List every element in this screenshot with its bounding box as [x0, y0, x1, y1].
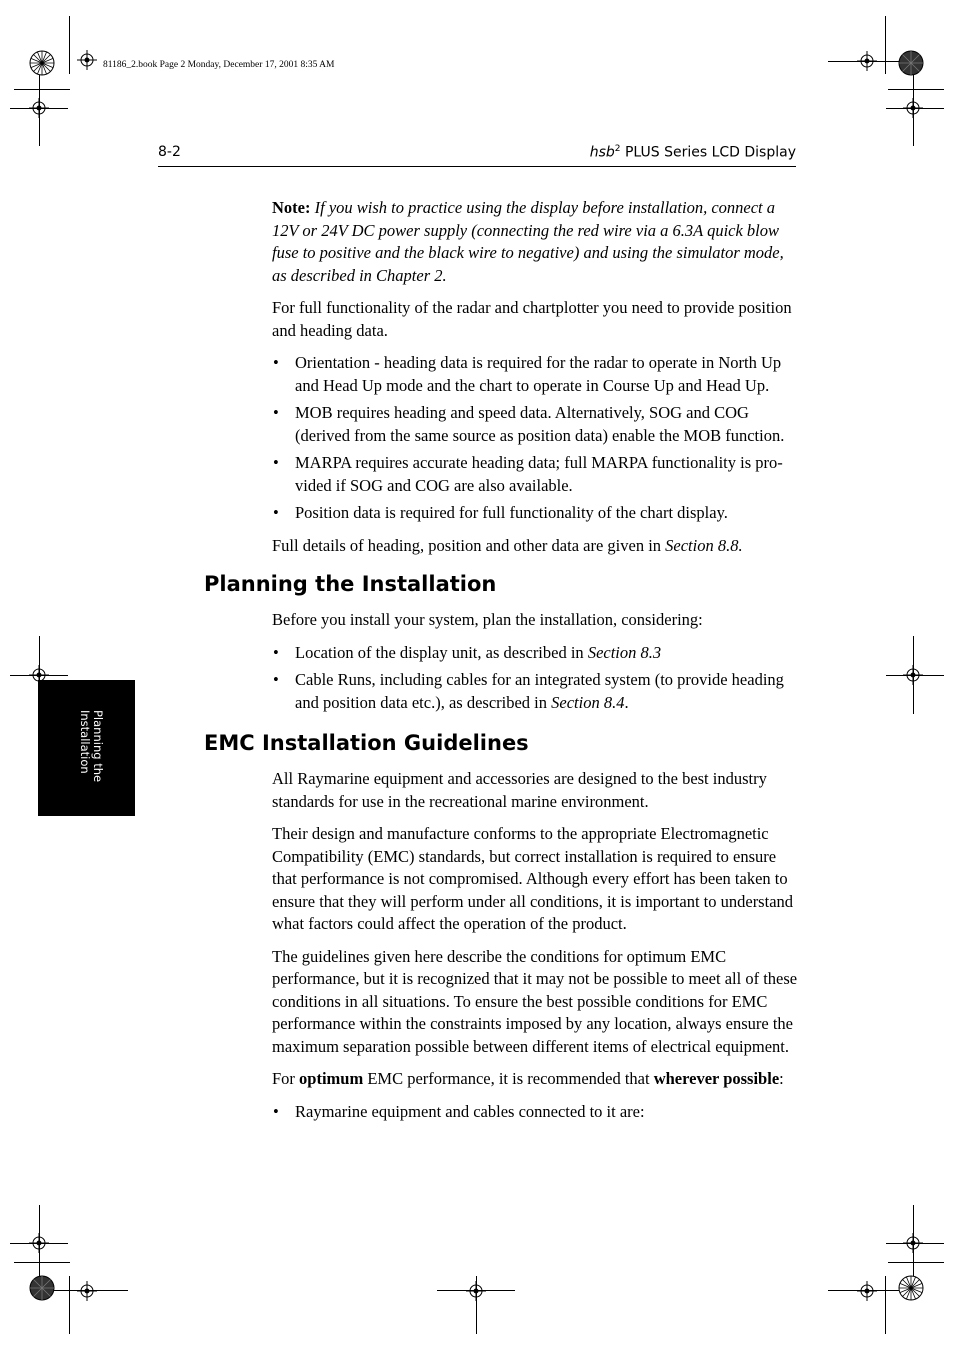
planning-bullet1-text: Location of the display unit, as described in — [295, 642, 588, 662]
list-item: • Orientation - heading data is required for the radar to operate in North Up and Head Up mode and the chart to operate in Course Up and Head Up. — [272, 352, 798, 397]
emc-paragraph-1: All Raymarine equipment and accessories are designed to the best industry standards for use in the recreational marine environment. — [272, 769, 767, 811]
list-item: • Position data is required for full functionality of the chart display. — [272, 502, 798, 525]
body-section-intro — [272, 197, 798, 567]
planning-bullet2-text: Cable Runs, including cables for an integrated system (to provide heading and position data etc.), as described in — [295, 670, 784, 712]
chapter-thumb-tab — [38, 680, 135, 816]
emc-p4-a: For — [272, 1069, 300, 1088]
planning-heading: Planning the Installation — [204, 572, 497, 596]
crosshair-mark-icon — [857, 1281, 877, 1301]
registration-target-icon — [29, 1275, 55, 1301]
crosshair-mark-icon — [77, 50, 97, 70]
list-item: • MOB requires heading and speed data. Alternatively, SOG and COG (derived from the same source as position data) enable the MOB function. — [272, 402, 798, 447]
body-section-emc — [272, 768, 798, 1133]
book-info-line: 81186_2.book Page 2 Monday, December 17, 2001 8:35 AM — [103, 60, 335, 70]
full-details-paragraph — [272, 535, 798, 558]
intro-paragraph: For full functionality of the radar and chartplotter you need to provide position and heading data. — [272, 298, 792, 340]
body-section-planning — [272, 609, 798, 724]
list-item: • Raymarine equipment and cables connected to it are: — [272, 1101, 798, 1124]
list-item — [272, 642, 798, 665]
thumb-tab-line1: Planning the — [91, 710, 105, 783]
planning-bullet2-end: . — [624, 692, 629, 712]
crosshair-mark-icon — [903, 665, 923, 685]
note-paragraph — [272, 197, 798, 287]
full-details-text: Full details of heading, position and other data are given in — [272, 535, 666, 555]
crosshair-mark-icon — [77, 1281, 97, 1301]
planning-list — [272, 642, 798, 715]
registration-target-icon — [29, 50, 55, 76]
crosshair-mark-icon — [29, 98, 49, 118]
note-label: Note: — [272, 198, 311, 217]
crosshair-mark-icon — [903, 98, 923, 118]
page-number: 8-2 — [158, 144, 181, 160]
header-title-superscript: 2 — [614, 144, 621, 154]
emc-p4-c: EMC performance, it is recommended that — [363, 1069, 654, 1088]
emc-heading: EMC Installation Guidelines — [204, 731, 529, 755]
crosshair-mark-icon — [903, 1233, 923, 1253]
registration-target-icon — [898, 1275, 924, 1301]
crosshair-mark-icon — [29, 1233, 49, 1253]
header-title-rest: PLUS Series LCD Display — [620, 144, 796, 161]
list-item: • MARPA requires accurate heading data; full MARPA functionality is pro-vided if SOG and COG are also available. — [272, 452, 798, 497]
emc-paragraph-3: The guidelines given here describe the conditions for optimum EMC performance, but it is recognized that it may not be possible to meet all of these conditions in all situations. To ensure the best possible conditions for EMC performance within the constraints imposed by any location, always ensure the maximum separation possible between different items of electrical equipment. — [272, 946, 798, 1056]
crosshair-mark-icon — [466, 1281, 486, 1301]
data-requirements-list — [272, 352, 798, 525]
emc-p4-wherever: wherever possible — [653, 1069, 780, 1088]
emc-paragraph-4 — [272, 1068, 798, 1091]
full-details-ref: Section 8.8. — [665, 535, 743, 555]
emc-paragraph-2: Their design and manufacture conforms to the appropriate Electromagnetic Compatibility (EMC) standards, but correct installation is required to ensure that performance is not compromised. Although every effort has been taken to ensure that they will perform under all conditions, it is important to understand what factors could affect the operation of the product. — [272, 824, 794, 933]
planning-intro: Before you install your system, plan the installation, considering: — [272, 610, 703, 629]
emc-list — [272, 1101, 798, 1124]
header-rule — [158, 166, 796, 167]
planning-bullet1-ref: Section 8.3 — [587, 642, 662, 662]
running-header-title — [590, 144, 796, 161]
crosshair-mark-icon — [857, 51, 877, 71]
planning-bullet2-ref: Section 8.4 — [551, 692, 625, 712]
emc-p4-optimum: optimum — [299, 1069, 364, 1088]
header-title-hsb: hsb — [589, 144, 615, 161]
thumb-tab-line2: Installation — [78, 710, 92, 774]
note-text: If you wish to practice using the display before installation, connect a 12V or 24V DC power supply (connecting the red wire via a 6.3A quick blow fuse to positive and the black wire to negative) and using the simulator mode, as described in Chapter 2. — [272, 198, 784, 285]
emc-p4-e: : — [779, 1069, 784, 1088]
registration-target-icon — [898, 50, 924, 76]
list-item — [272, 669, 798, 714]
thumb-tab-label — [78, 710, 104, 782]
